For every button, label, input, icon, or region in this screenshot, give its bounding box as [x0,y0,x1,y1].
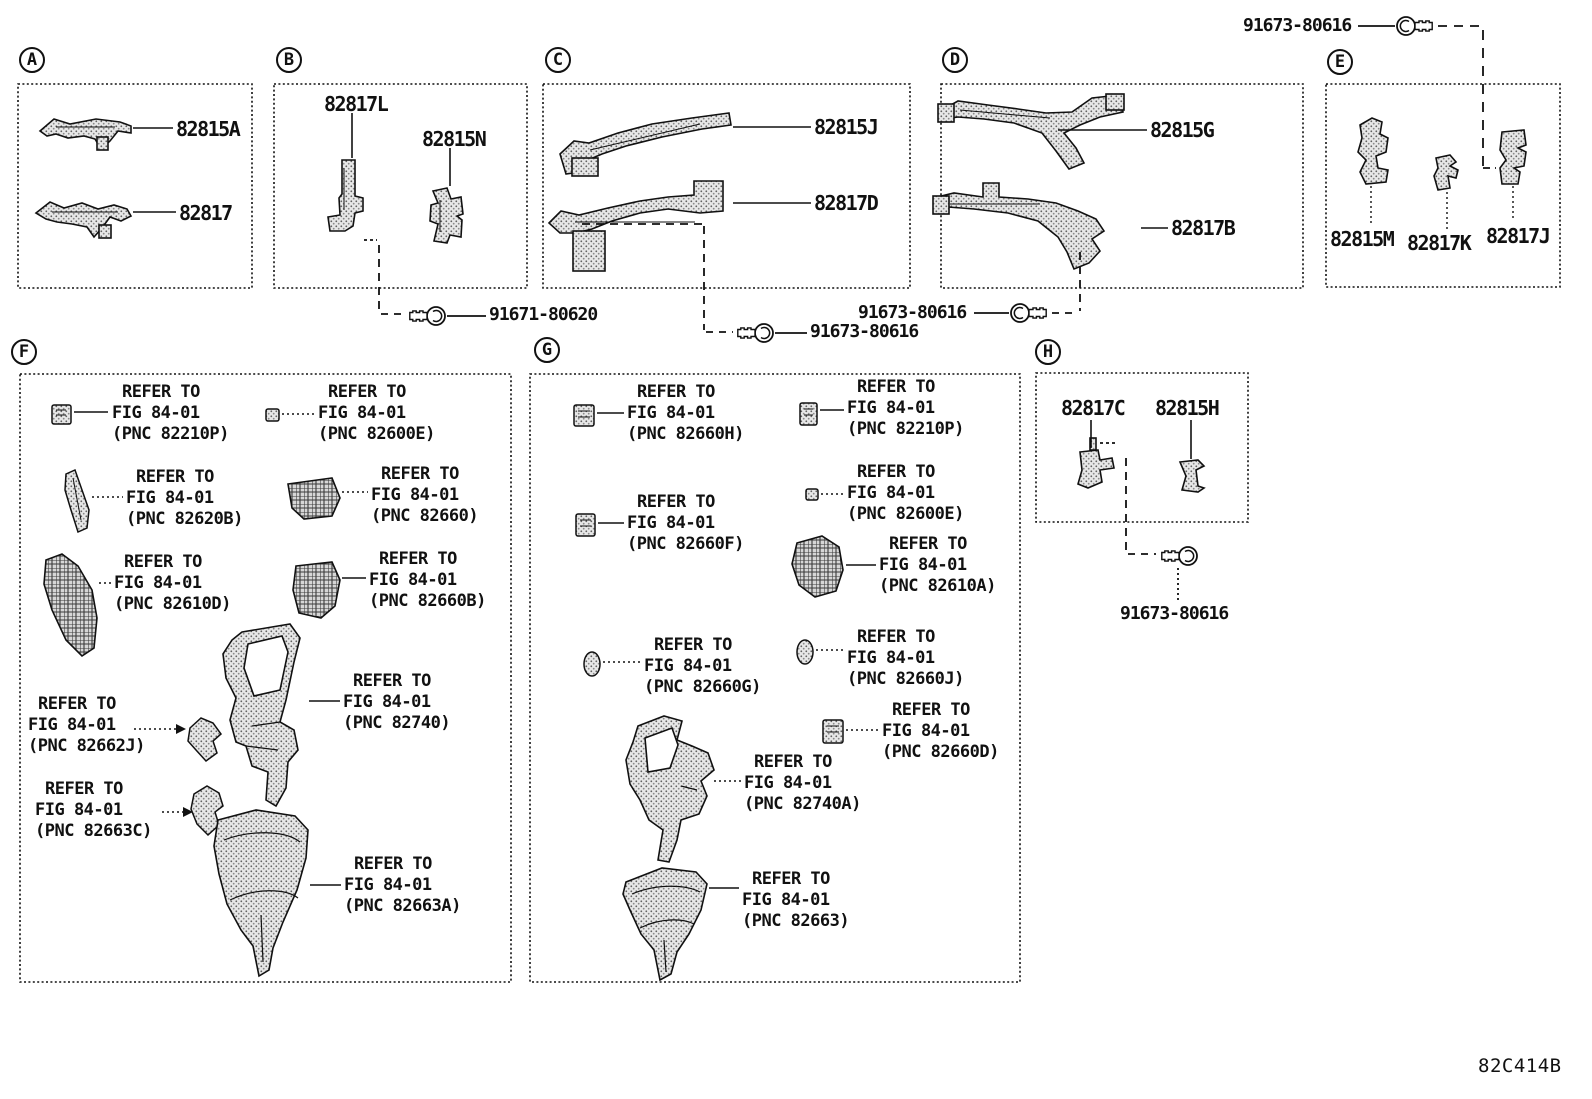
refer-line2: FIG 84-01 [744,773,832,793]
figure-code: 82C414B [1478,1055,1562,1077]
refer-note-f-82662j [28,694,145,757]
clip-drawing-g-82660j [797,640,813,664]
part-drawing-82815m [1358,118,1388,184]
clip-drawing-f-82610d [44,554,97,656]
section-marker-a: A [19,47,45,73]
refer-line2: FIG 84-01 [627,513,715,533]
refer-pnc: (PNC 82660G) [644,677,761,697]
part-drawing-82817l [328,160,363,231]
leader-lines-e [1371,186,1513,229]
refer-line1: REFER TO [754,752,832,772]
refer-line1: REFER TO [857,377,935,397]
refer-line1: REFER TO [381,464,459,484]
refer-note-f-82620b [126,467,243,530]
refer-line1: REFER TO [637,492,715,512]
refer-line2: FIG 84-01 [847,398,935,418]
refer-line2: FIG 84-01 [126,488,214,508]
refer-note-f-82210p [112,382,229,445]
leader-lines-c [733,127,811,203]
clip-drawing-f-82660b [293,562,340,618]
refer-line1: REFER TO [637,382,715,402]
refer-line1: REFER TO [857,627,935,647]
refer-note-f-82600e [318,382,435,445]
refer-line1: REFER TO [45,779,123,799]
refer-pnc: (PNC 82660B) [369,591,486,611]
refer-line1: REFER TO [328,382,406,402]
leader-arrow [176,724,186,734]
refer-pnc: (PNC 82210P) [112,424,229,444]
part-label-82817d: 82817D [814,191,878,215]
part-label-82817k: 82817K [1407,231,1471,255]
refer-line2: FIG 84-01 [879,555,967,575]
refer-pnc: (PNC 82662J) [28,736,145,756]
refer-note-f-82660 [371,464,478,527]
refer-note-f-82663c [35,779,152,842]
refer-note-g-82663 [742,869,849,932]
screw-label-h: 91673-80616 [1120,603,1229,624]
part-label-82815g: 82815G [1150,118,1214,142]
refer-pnc: (PNC 82660J) [847,669,964,689]
refer-note-g-82600e [847,462,964,525]
clip-drawing-g-82660f [576,514,595,536]
refer-line2: FIG 84-01 [114,573,202,593]
part-drawing-82815h [1180,460,1204,492]
refer-line2: FIG 84-01 [344,875,432,895]
refer-pnc: (PNC 82600E) [847,504,964,524]
refer-line1: REFER TO [889,534,967,554]
refer-note-f-82660b [369,549,486,612]
refer-note-f-82740 [343,671,450,734]
refer-line2: FIG 84-01 [369,570,457,590]
clip-drawing-g-82600e [806,489,818,500]
screw-icon [410,307,445,325]
part-label-82815h: 82815H [1155,396,1219,420]
refer-pnc: (PNC 82740) [343,713,451,733]
leader-lines-a [133,128,176,212]
refer-line2: FIG 84-01 [112,403,200,423]
part-label-82815m: 82815M [1330,227,1394,251]
refer-line1: REFER TO [354,854,432,874]
refer-line1: REFER TO [122,382,200,402]
refer-pnc: (PNC 82610D) [114,594,231,614]
part-drawing-82817d [549,181,723,271]
leader-lines-h [1091,420,1191,459]
part-drawing-82817j [1500,130,1526,184]
part-label-82815n: 82815N [422,127,486,151]
part-label-82817l: 82817L [324,92,388,116]
refer-pnc: (PNC 82610A) [879,576,996,596]
refer-pnc: (PNC 82663) [742,911,850,931]
refer-pnc: (PNC 82663C) [35,821,152,841]
clip-drawing-g-82660g [584,652,600,676]
refer-line2: FIG 84-01 [318,403,406,423]
part-label-82817b: 82817B [1171,216,1235,240]
clip-drawing-g-82660h [574,405,594,426]
screw-icon [738,324,773,342]
refer-line2: FIG 84-01 [882,721,970,741]
refer-line2: FIG 84-01 [35,800,123,820]
part-label-82817j: 82817J [1486,224,1550,248]
fastener-link-b [364,240,486,316]
section-box-a [18,84,252,288]
clip-drawing-f-82620b [65,470,89,532]
refer-line2: FIG 84-01 [742,890,830,910]
refer-line1: REFER TO [136,467,214,487]
refer-line2: FIG 84-01 [627,403,715,423]
refer-note-g-82660f [627,492,744,555]
part-drawing-82817c [1078,438,1114,488]
refer-note-g-82740a [744,752,861,815]
refer-line2: FIG 84-01 [371,485,459,505]
refer-pnc: (PNC 82660H) [627,424,744,444]
refer-note-g-82210p [847,377,964,440]
refer-line1: REFER TO [353,671,431,691]
refer-pnc: (PNC 82210P) [847,419,964,439]
refer-pnc: (PNC 82660) [371,506,479,526]
refer-note-g-82660j [847,627,964,690]
refer-line1: REFER TO [124,552,202,572]
clip-drawing-f-82600e [266,409,279,421]
part-drawing-82815a [40,119,131,150]
refer-line2: FIG 84-01 [847,483,935,503]
part-drawing-f-82740 [223,624,300,806]
part-label-82815j: 82815J [814,115,878,139]
refer-note-g-82660h [627,382,744,445]
refer-line1: REFER TO [752,869,830,889]
part-label-82817c: 82817C [1061,396,1125,420]
clip-drawing-f-82660 [288,478,340,519]
refer-line1: REFER TO [892,700,970,720]
fastener-link-d [974,252,1080,313]
section-marker-f: F [11,339,37,365]
refer-note-g-82610a [879,534,996,597]
section-marker-h: H [1035,339,1061,365]
refer-note-g-82660g [644,635,761,698]
refer-pnc: (PNC 82620B) [126,509,243,529]
refer-note-f-82610d [114,552,231,615]
refer-line1: REFER TO [654,635,732,655]
clip-drawing-f-82662j [188,718,221,761]
refer-line2: FIG 84-01 [28,715,116,735]
part-drawing-f-82663a [214,810,308,976]
section-marker-g: G [534,337,560,363]
refer-line2: FIG 84-01 [847,648,935,668]
part-drawing-g-82740a [626,716,714,862]
section-marker-c: C [545,47,571,73]
clip-drawing-g-82660d [823,720,843,743]
screw-label-d: 91673-80616 [858,302,967,323]
part-drawing-82817k [1434,155,1458,190]
part-drawing-82817 [36,202,131,238]
screw-label-c: 91673-80616 [810,321,919,342]
refer-line1: REFER TO [857,462,935,482]
refer-pnc: (PNC 82660F) [627,534,744,554]
screw-icon [1162,547,1197,565]
part-label-82817: 82817 [179,201,232,225]
screw-label-e: 91673-80616 [1243,15,1352,36]
refer-pnc: (PNC 82663A) [344,896,461,916]
refer-line1: REFER TO [38,694,116,714]
screw-icon [1011,304,1046,322]
part-drawing-82815j [560,113,731,176]
part-drawing-82815n [430,188,463,243]
refer-note-f-82663a [344,854,461,917]
refer-note-g-82660d [882,700,999,763]
clip-drawing-g-82610a [792,536,843,597]
part-drawing-82815g [938,94,1124,169]
part-label-82815a: 82815A [176,117,240,141]
screw-icon [1397,17,1432,35]
section-box-b [274,84,527,288]
part-drawing-g-82663 [623,868,707,980]
section-marker-b: B [276,47,302,73]
part-drawing-82817b [933,183,1104,269]
refer-pnc: (PNC 82660D) [882,742,999,762]
refer-pnc: (PNC 82600E) [318,424,435,444]
fastener-link-c [582,224,807,333]
refer-line2: FIG 84-01 [644,656,732,676]
refer-line1: REFER TO [379,549,457,569]
refer-line2: FIG 84-01 [343,692,431,712]
refer-pnc: (PNC 82740A) [744,794,861,814]
clip-drawing-f-82210p [52,405,71,424]
section-marker-e: E [1327,49,1353,75]
section-marker-d: D [942,47,968,73]
clip-drawing-g-82210p [800,403,817,425]
screw-label-b: 91671-80620 [489,304,598,325]
